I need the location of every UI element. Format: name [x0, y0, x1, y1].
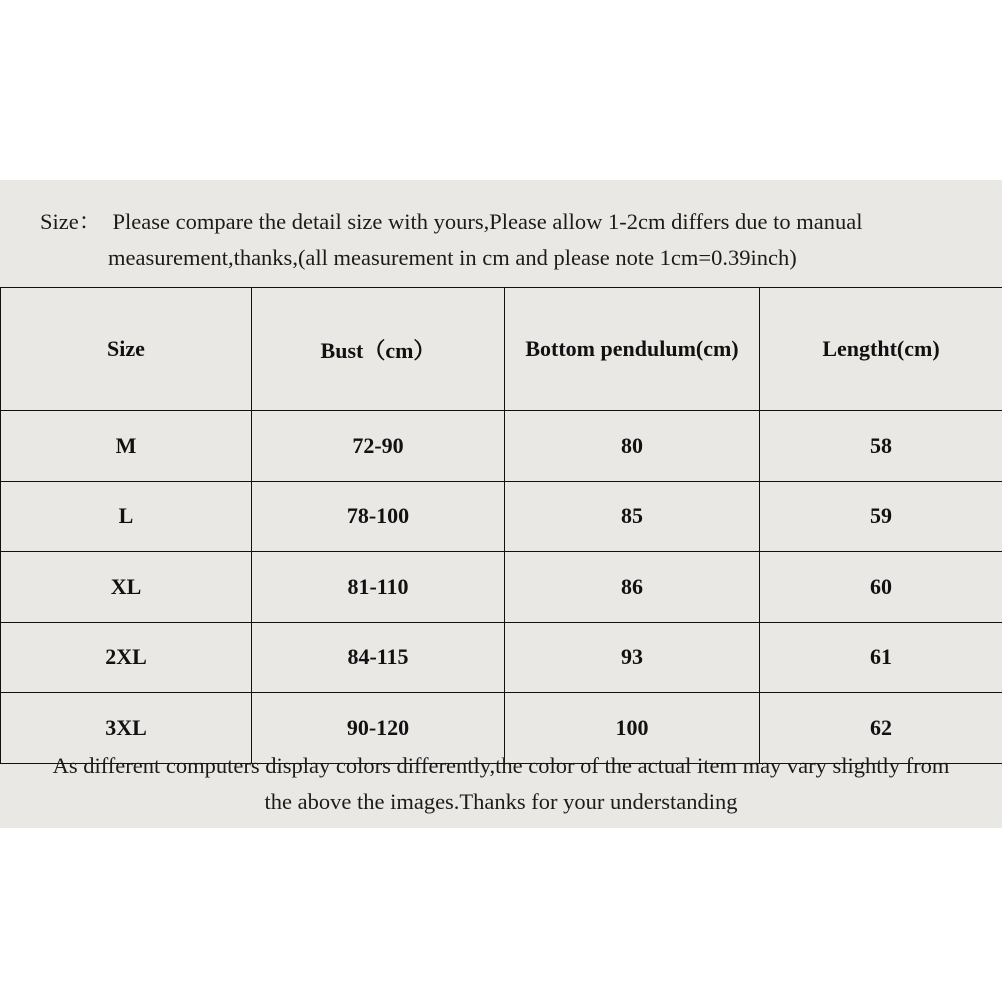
cell-bottom-pendulum: 93: [505, 622, 760, 693]
table-row: [1, 622, 1002, 693]
cell-bottom-pendulum: 100: [505, 693, 760, 764]
footnote-line-1: As different computers display colors differently,the color of the actual item may vary slightly from: [52, 753, 950, 778]
column-header-length: Lengtht(cm): [760, 288, 1002, 411]
table-row: [1, 552, 1002, 623]
cell-size: XL: [1, 552, 252, 623]
intro-text-1: Please compare the detail size with yours,Please allow 1-2cm differs due to manual: [112, 209, 863, 234]
column-header-size: Size: [1, 288, 252, 411]
intro-line-1: [40, 204, 962, 240]
table-row: [1, 481, 1002, 552]
cell-length: 61: [760, 622, 1002, 693]
table-row: [1, 411, 1002, 482]
footnote-paragraph: [0, 748, 1002, 820]
cell-bust: 90-120: [252, 693, 505, 764]
column-header-bust: Bust（cm）: [252, 288, 505, 411]
column-header-bottom-pendulum: Bottom pendulum(cm): [505, 288, 760, 411]
cell-bust: 81-110: [252, 552, 505, 623]
cell-bust: 72-90: [252, 411, 505, 482]
cell-bottom-pendulum: 80: [505, 411, 760, 482]
cell-length: 58: [760, 411, 1002, 482]
table-body: [1, 411, 1002, 764]
cell-bottom-pendulum: 86: [505, 552, 760, 623]
cell-length: 60: [760, 552, 1002, 623]
cell-size: 3XL: [1, 693, 252, 764]
cell-bust: 78-100: [252, 481, 505, 552]
cell-size: 2XL: [1, 622, 252, 693]
footnote-line-2: the above the images.Thanks for your understanding: [264, 789, 738, 814]
intro-text-2: measurement,thanks,(all measurement in cm and please note 1cm=0.39inch): [108, 245, 797, 270]
size-table: [0, 287, 1002, 764]
table-header-row: [1, 288, 1002, 411]
table-header: [1, 288, 1002, 411]
cell-bust: 84-115: [252, 622, 505, 693]
cell-length: 59: [760, 481, 1002, 552]
cell-bottom-pendulum: 85: [505, 481, 760, 552]
cell-size: M: [1, 411, 252, 482]
intro-label: Size：: [40, 209, 102, 234]
cell-size: L: [1, 481, 252, 552]
intro-paragraph: [0, 182, 1002, 276]
cell-length: 62: [760, 693, 1002, 764]
